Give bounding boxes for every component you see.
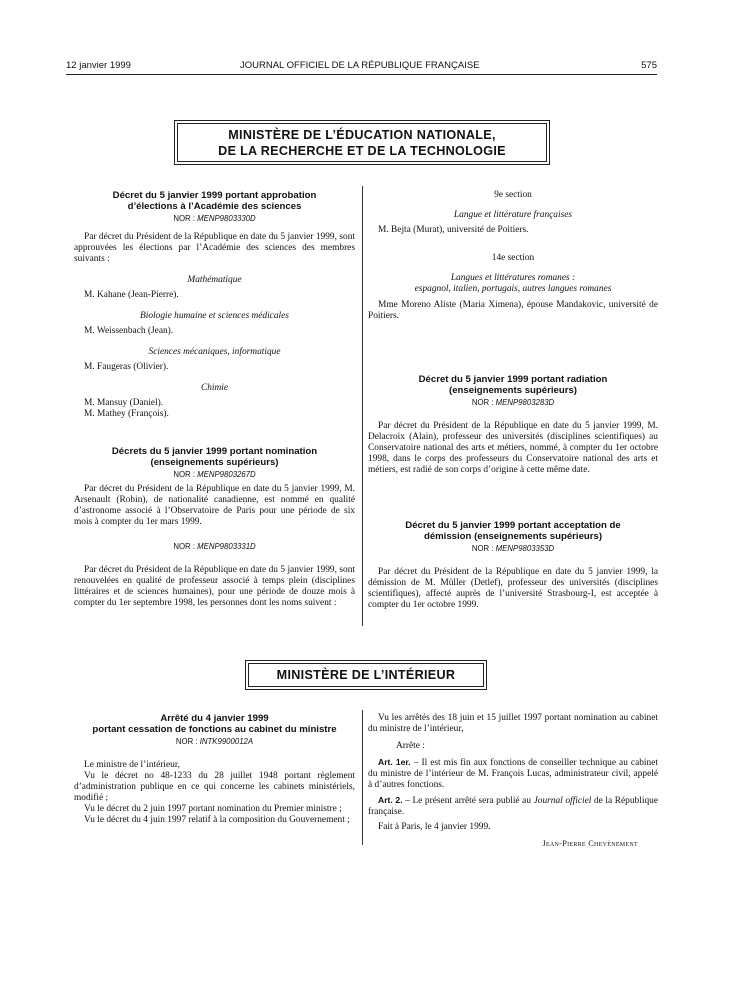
decree-academie <box>74 190 355 420</box>
column-separator-top <box>362 186 363 626</box>
decree-nomination <box>74 446 355 609</box>
member-kahane: M. Kahane (Jean-Pierre). <box>84 290 179 300</box>
decree-academie-intro: Par décret du Président de la République en date du 5 janvier 1999, sont approuvées les élections par l’Académie des sciences des membres suivants : <box>74 232 355 264</box>
arrete-nor: NOR : INTK9900012A <box>175 737 254 746</box>
column-separator-bottom <box>362 710 363 845</box>
arrete-cessation <box>74 713 355 826</box>
arrete-signature: Jean-Pierre Chevènement <box>542 839 638 848</box>
discipline-biologie: Biologie humaine et sciences médicales <box>140 311 289 321</box>
section-list <box>368 190 658 322</box>
arrete-article-2: Art. 2. – Le présent arrêté sera publié au Journal officiel de la République française. <box>368 795 658 817</box>
discipline-mathematique: Mathématique <box>187 275 242 285</box>
arrete-title-2: portant cessation de fonctions au cabinet du ministre <box>92 724 337 735</box>
decree-radiation-nor: NOR : MENP9803283D <box>471 398 555 407</box>
ministry-education-box <box>174 120 550 165</box>
discipline-chimie: Chimie <box>200 383 229 393</box>
decree-nomination-nor-a: NOR : MENP9803267D <box>173 470 256 479</box>
member-mansuy: M. Mansuy (Daniel). <box>84 398 164 408</box>
ministry-education-line2: DE LA RECHERCHE ET DE LA TECHNOLOGIE <box>218 144 506 158</box>
decree-demission-nor: NOR : MENP9803353D <box>471 544 555 553</box>
section-9-discipline: Langue et littérature françaises <box>453 210 573 220</box>
ministry-education-line1: MINISTÈRE DE L’ÉDUCATION NATIONALE, <box>228 128 496 142</box>
decree-radiation-text: Par décret du Président de la République en date du 5 janvier 1999, M. Delacroix (Alain), professeur des universités (disciplines scientifiques) au Conservatoire national des arts et métiers, nommé, à compter du 1er octobre 1998, dans le corps des professeurs du Conservatoire national des arts et métiers, est radié de son corps d’origine à cette même date. <box>368 421 658 475</box>
decree-radiation <box>368 374 658 476</box>
arrete-vu-decret-gouvernement: Vu le décret du 4 juin 1997 relatif à la composition du Gouvernement ; <box>84 815 350 825</box>
arrete-vu-arretes: Vu les arrêtés des 18 juin et 15 juillet 1997 portant nomination au cabinet du ministre de l’intérieur, <box>368 713 658 734</box>
discipline-sciences-mecaniques: Sciences mécaniques, informatique <box>148 347 281 357</box>
decree-demission-title: Décret du 5 janvier 1999 portant acceptation de démission (enseignements supérieurs) <box>405 520 621 542</box>
member-mathey: M. Mathey (François). <box>84 409 169 419</box>
member-moreno-aliste: Mme Moreno Aliste (Maria Ximena), épouse Mandakovic, université de Poitiers. <box>368 300 658 321</box>
arrete-continued <box>368 713 658 848</box>
header-date: 12 janvier 1999 <box>66 60 131 71</box>
ministry-interieur-box <box>245 660 487 690</box>
header-page-number: 575 <box>641 60 657 71</box>
section-14-discipline-1: Langues et littératures romanes : <box>450 273 576 283</box>
section-9-heading: 9e section <box>494 190 532 200</box>
arrete-minister: Le ministre de l’intérieur, <box>84 760 180 770</box>
member-weissenbach: M. Weissenbach (Jean). <box>84 326 174 336</box>
decree-academie-title: Décret du 5 janvier 1999 portant approbation d’élections à l’Académie des sciences <box>112 190 317 212</box>
member-faugeras: M. Faugeras (Olivier). <box>84 362 169 372</box>
decree-nomination-text-a: Par décret du Président de la République en date du 5 janvier 1999, M. Arsenault (Robin), de nationalité canadienne, est nommé en qualité d’astronome associé à l’Observatoire de Paris pour une période de six mois à compter du 1er mars 1999. <box>74 484 355 527</box>
arrete-vu-decret-1948: Vu le décret no 48-1233 du 28 juillet 1948 portant règlement d’administration publique en ce qui concerne les cabinets ministériels, modifié ; <box>74 771 355 803</box>
decree-demission <box>368 520 658 611</box>
section-14-discipline-2: espagnol, italien, portugais, autres langues romanes <box>414 284 612 294</box>
decree-nomination-nor-b: NOR : MENP9803331D <box>173 542 256 551</box>
section-14-heading: 14e section <box>491 253 535 263</box>
arrete-arrete-word: Arrête : <box>396 741 425 751</box>
decree-academie-nor: NOR : MENP9803330D <box>173 214 256 223</box>
ministry-interieur-title: MINISTÈRE DE L’INTÉRIEUR <box>276 668 456 682</box>
arrete-done: Fait à Paris, le 4 janvier 1999. <box>378 822 491 832</box>
decree-demission-text: Par décret du Président de la République en date du 5 janvier 1999, la démission de M. Müller (Detlef), professeur des universités (disciplines scientifiques), affecté auprès de l’université Strasbourg-I, est acceptée à compter du 1er octobre 1999. <box>368 567 658 610</box>
header-rule <box>66 74 657 75</box>
arrete-vu-decret-premier-ministre: Vu le décret du 2 juin 1997 portant nomination du Premier ministre ; <box>84 804 342 814</box>
header-journal-title: JOURNAL OFFICIEL DE LA RÉPUBLIQUE FRANÇAISE <box>240 60 480 71</box>
arrete-title-1: Arrêté du 4 janvier 1999 <box>160 713 269 724</box>
member-bejta: M. Bejta (Murat), université de Poitiers. <box>378 225 529 235</box>
decree-nomination-title: Décrets du 5 janvier 1999 portant nomination (enseignements supérieurs) <box>111 446 318 468</box>
decree-radiation-title: Décret du 5 janvier 1999 portant radiation (enseignements supérieurs) <box>418 374 608 396</box>
decree-nomination-text-b: Par décret du Président de la République en date du 5 janvier 1999, sont renouvelées en qualité de professeur associé à temps plein (disciplines littéraires et de sciences humaines), pour une période de douze mois à compter du 1er septembre 1998, les personnes dont les noms suivent : <box>74 565 355 608</box>
arrete-article-1: Art. 1er. – Il est mis fin aux fonctions de conseiller technique au cabinet du ministre de l’intérieur de M. François Lucas, administrateur civil, appelé à d’autres fonctions. <box>368 757 658 790</box>
